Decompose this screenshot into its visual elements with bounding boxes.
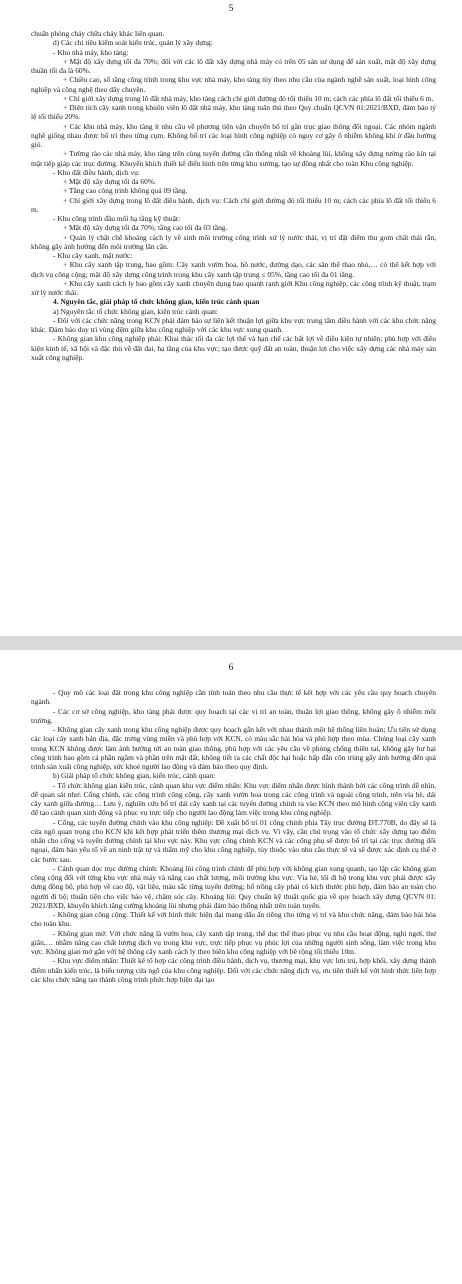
list-item: + Chiều cao, số tầng công trình trong khu vực nhà máy, kho tàng tùy theo nhu cầu của ngành nghề sản xuất, loại hình công nghiệp và công nghệ theo dây chuyền.: [31, 75, 436, 94]
paragraph: - Quy mô các loại đất trong khu công nghiệp cần tính toán theo nhu cầu thực tế kết hợp với các yêu cầu quy hoạch chuyên ngành.: [31, 688, 436, 707]
paragraph: - Khu vực điểm nhấn: Thiết kế tổ hợp các công trình điều hành, dịch vụ, thương mại, khu vực lưu trú, hợp khối, xây dựng thành điểm nhấn kiến trúc, là biểu tượng cửa ngõ của khu công nghiệp. Đối với các chức năng dịch vụ, ưu tiên thiết kế với hình thức liên hợp các khu chức năng tạo thành công trình phức hợp hiện đại tạo: [31, 956, 436, 984]
list-heading: - Khu nhà máy, kho tàng:: [53, 47, 129, 57]
section-title: 4. Nguyên tắc, giải pháp tổ chức không gian, kiến trúc cảnh quan: [53, 297, 260, 307]
list-item: + Mật độ xây dựng tối đa 70%; đối với các lô đất xây dựng nhà máy có trên 05 sản sư dụng để sản xuất, mật độ xây dựng thuần tối đa là 60%.: [31, 56, 436, 75]
paragraph: chuẩn phòng cháy chữa cháy khác liên quan.: [31, 29, 165, 38]
paragraph: - Cảnh quan dọc trục đường chính: Khoảng lùi công trình chính để phù hợp với không gian xung quanh, tạo lập các không gian công cộng đối với từng khu vực nhà máy và nâng cao chất lượng, môi trường khu vực. Vỉa hè, lối đi bộ trong khu vực phải được xây dựng đồng bộ, phù hợp về cao độ, vật liệu, màu sắc từng tuyến đường; hố trồng cây phải có kích thước phù hợp, đảm bảo an toàn cho người đi bộ; thuận tiện cho việc bảo vệ, chăm sóc cây. Khoảng lùi: Quy chuẩn kỹ thuật quốc gia về quy hoạch xây dựng QCVN 01: 2021/BXD, khuyến khích tăng cường khoảng lùi nhưng phải đảm bảo thống nhất trên toàn tuyến.: [31, 863, 436, 910]
list-item: + Quản lý chặt chẽ khoảng cách ly về sinh môi trường công trình xử lý nước thải, vị trí đặt điểm thu gom chất thải rắn, không gây ảnh hưởng đến môi trường lân cận.: [31, 232, 436, 251]
paragraph: - Không gian mở: Với chức năng là vườn hoa, cây xanh tập trung, thể dục thể thao phục vụ nhu cầu hoạt động, nghỉ ngơi, thư giãn,… nhằm nâng cao chất lượng dịch vụ trong khu vực, trực tiếp phục vụ phúc lợi của những người sinh sống, làm việc trong khu vực. Không gian mở gắn với hệ thống cây xanh cách ly theo biên khu công nghiệp với bề rộng tối thiểu 10m.: [31, 928, 436, 956]
list-item: + Chỉ giới xây dựng trong lô đất nhà máy, kho tàng cách chỉ giới đường đỏ tối thiểu 10 m; cách các phía lô đất tối thiểu 6 m.: [63, 93, 434, 103]
list-item: + Khu cây xanh cách ly bao gồm cây xanh chuyên dụng bao quanh ranh giới Khu công nghiệp, các công trình kỹ thuật, trạm xử lý nước thải.: [31, 278, 436, 297]
list-heading: - Khu cây xanh, mặt nước:: [53, 251, 133, 260]
section-heading: d) Các chỉ tiêu kiểm soát kiến trúc, quản lý xây dựng:: [53, 38, 213, 48]
list-item: + Tường rào các nhà máy, kho tàng trên cùng tuyến đường cần thống nhất về khoảng lùi, không xây dựng tường rào kín tại mặt tiếp giáp các trục đường. Khuyến khích thiết kế điển hình trên từng khu xưởng, tạo sự đồng nhất cho toàn Khu công nghiệp.: [31, 149, 436, 168]
paragraph: - Không gian khu công nghiệp phải: Khai thác tối đa các lợi thế và hạn chế các bất lợi về điều kiện tự nhiên; phù hợp với điều kiện kinh tế, xã hội và đặc thù về đất đai, hạ tầng của khu vực; tạo được quỹ đất an toàn, thuận lợi cho việc xây dựng các nhà máy sản xuất công nghiệp.: [31, 334, 436, 362]
list-item: + Chỉ giới xây dựng trong lô đất điều hành, dịch vụ: Cách chỉ giới đường đỏ tối thiểu 10 m; cách các phía lô đất tối thiểu 6 m.: [31, 195, 436, 214]
document-page-5: [0, 0, 462, 636]
page-body: [31, 29, 436, 362]
list-item: + Khu cây xanh tập trung, bao gồm: Cây xanh vườn hoa, hồ nước, đường dạo, các sân thể thao nhỏ,… có thể kết hợp với dịch vụ công cộng; mật độ xây dựng công trình trong khu cây xanh tập trung ≤ 05%, tầng cao tối đa 01 tầng.: [31, 260, 436, 279]
section-heading: a) Nguyên tắc tổ chức không gian, kiến trúc cảnh quan:: [53, 306, 218, 316]
paragraph: - Không gian cây xanh trong khu công nghiệp được quy hoạch gắn kết với nhau thành một hệ thống liên hoàn; Ưu tiên sử dụng các loại cây xanh bản địa, đặc trưng vùng miền và phù hợp với KCN, có màu sắc hài hòa và phù hợp theo mùa. Chúng loại cây xanh trong KCN không được làm ảnh hưởng tới an toàn giao thông, phù hợp với các yêu cầu về phòng chống thiên tai, không gây hư hại công trình bao gồm cả phần ngầm và phần trên mặt đất, không tiết ra các chất độc hại hoặc hấp dẫn côn trùng gây ảnh hưởng đến quá trình sản xuất công nghiệp, sức khoẻ người lao động và đảm bảo theo quy định.: [31, 725, 436, 771]
list-item: + Các khu nhà máy, kho tàng ít nhu cầu về phương tiện vận chuyển bố trí gần trục giao thông đối ngoại. Các nhóm ngành nghề giống nhau được bố trí theo từng cụm. Không bố trí các loại hình công nghiệp có nguy cơ gây ô nhiễm không khí ở đầu hướng gió.: [31, 121, 436, 149]
list-item: + Mật độ xây dựng tối đa 60%.: [63, 177, 156, 186]
list-heading: - Khu đất điều hành, dịch vụ:: [53, 167, 140, 177]
list-item: + Tầng cao công trình không quá 09 tầng.: [63, 186, 188, 196]
document-page-6: [0, 650, 462, 1284]
section-heading: b) Giải pháp tổ chức không gian, kiến trúc, cảnh quan:: [53, 771, 216, 781]
paragraph: - Đối với các chức năng trong KCN phải đảm bảo sự liên kết thuận lợi giữa khu vực trung tâm điều hành với các khu chức năng khác. Đảm bảo duy trì vùng đệm giữa khu công nghiệp với các khu vực xung quanh.: [31, 315, 436, 334]
paragraph: - Các cơ sở công nghiệp, kho tàng phải được quy hoạch tại các vị trí an toàn, thuận lợi giao thông, không gây ô nhiễm môi trường.: [31, 706, 436, 725]
list-heading: - Khu công trình đầu mối hạ tầng kỹ thuật:: [53, 214, 181, 223]
list-item: + Mật độ xây dựng tối đa 70%; tầng cao tối đa 03 tầng.: [63, 223, 228, 233]
paragraph: - Tổ chức không gian kiến trúc, cảnh quan khu vực điểm nhấn: Khu vực điểm nhấn được hình thành bởi các công trình dễ nhìn, dễ quan sát như: Cổng chính, các công trình công cộng, cây xanh vườn hoa trong các công trình và ngoài công trình, trên vỉa hè, dải cây xanh giữa đường… Lưu ý, nghiên cứu bố trí dải cây xanh tại các tuyến đường chính ra vào KCN theo mô hình công viên cây xanh để tạo cảnh quan xinh động và phục vụ trực tiếp cho người lao động làm việc trong khu công nghiệp.: [31, 780, 436, 818]
page-body: [31, 688, 436, 984]
page-number: 5: [228, 4, 234, 14]
page-number: 6: [228, 663, 234, 673]
list-item: + Diện tích cây xanh trong khuôn viên lô đất nhà máy, kho tàng tuân thủ theo Quy chuẩn QCVN 01:2021/BXD, đảm bảo tỷ lệ tối thiểu 20%.: [31, 103, 436, 122]
paragraph: - Không gian công cộng: Thiết kế với hình thức hiện đại mang dấu ấn riêng cho từng vị trí và khu chức năng, đảm bảo hài hòa cho toàn khu.: [31, 910, 436, 929]
paragraph: - Cổng, các tuyến đường chính vào khu công nghiệp: Đề xuất bố trí 01 cổng chính phía Tây trục đường ĐT.770B, do đây sẽ là cửa ngõ quan trọng cho KCN khi kết hợp phát triển thêm thương mại dịch vụ. Vì vậy, cần chú trọng vào tổ chức xây dựng tạo điểm nhấn cho cổng và tuyến đường chính tại khu vực này. Khu vực cổng chính KCN và các cổng phụ sẽ được bố trí tại các trục đường đối ngoại, đảm bảo yếu tố về an ninh trật tự và thẩm mỹ cho khu công nghiệp, tùy thuộc vào nhu cầu thực tế và sẽ được xác định cụ thể ở các bước sau.: [31, 817, 436, 864]
